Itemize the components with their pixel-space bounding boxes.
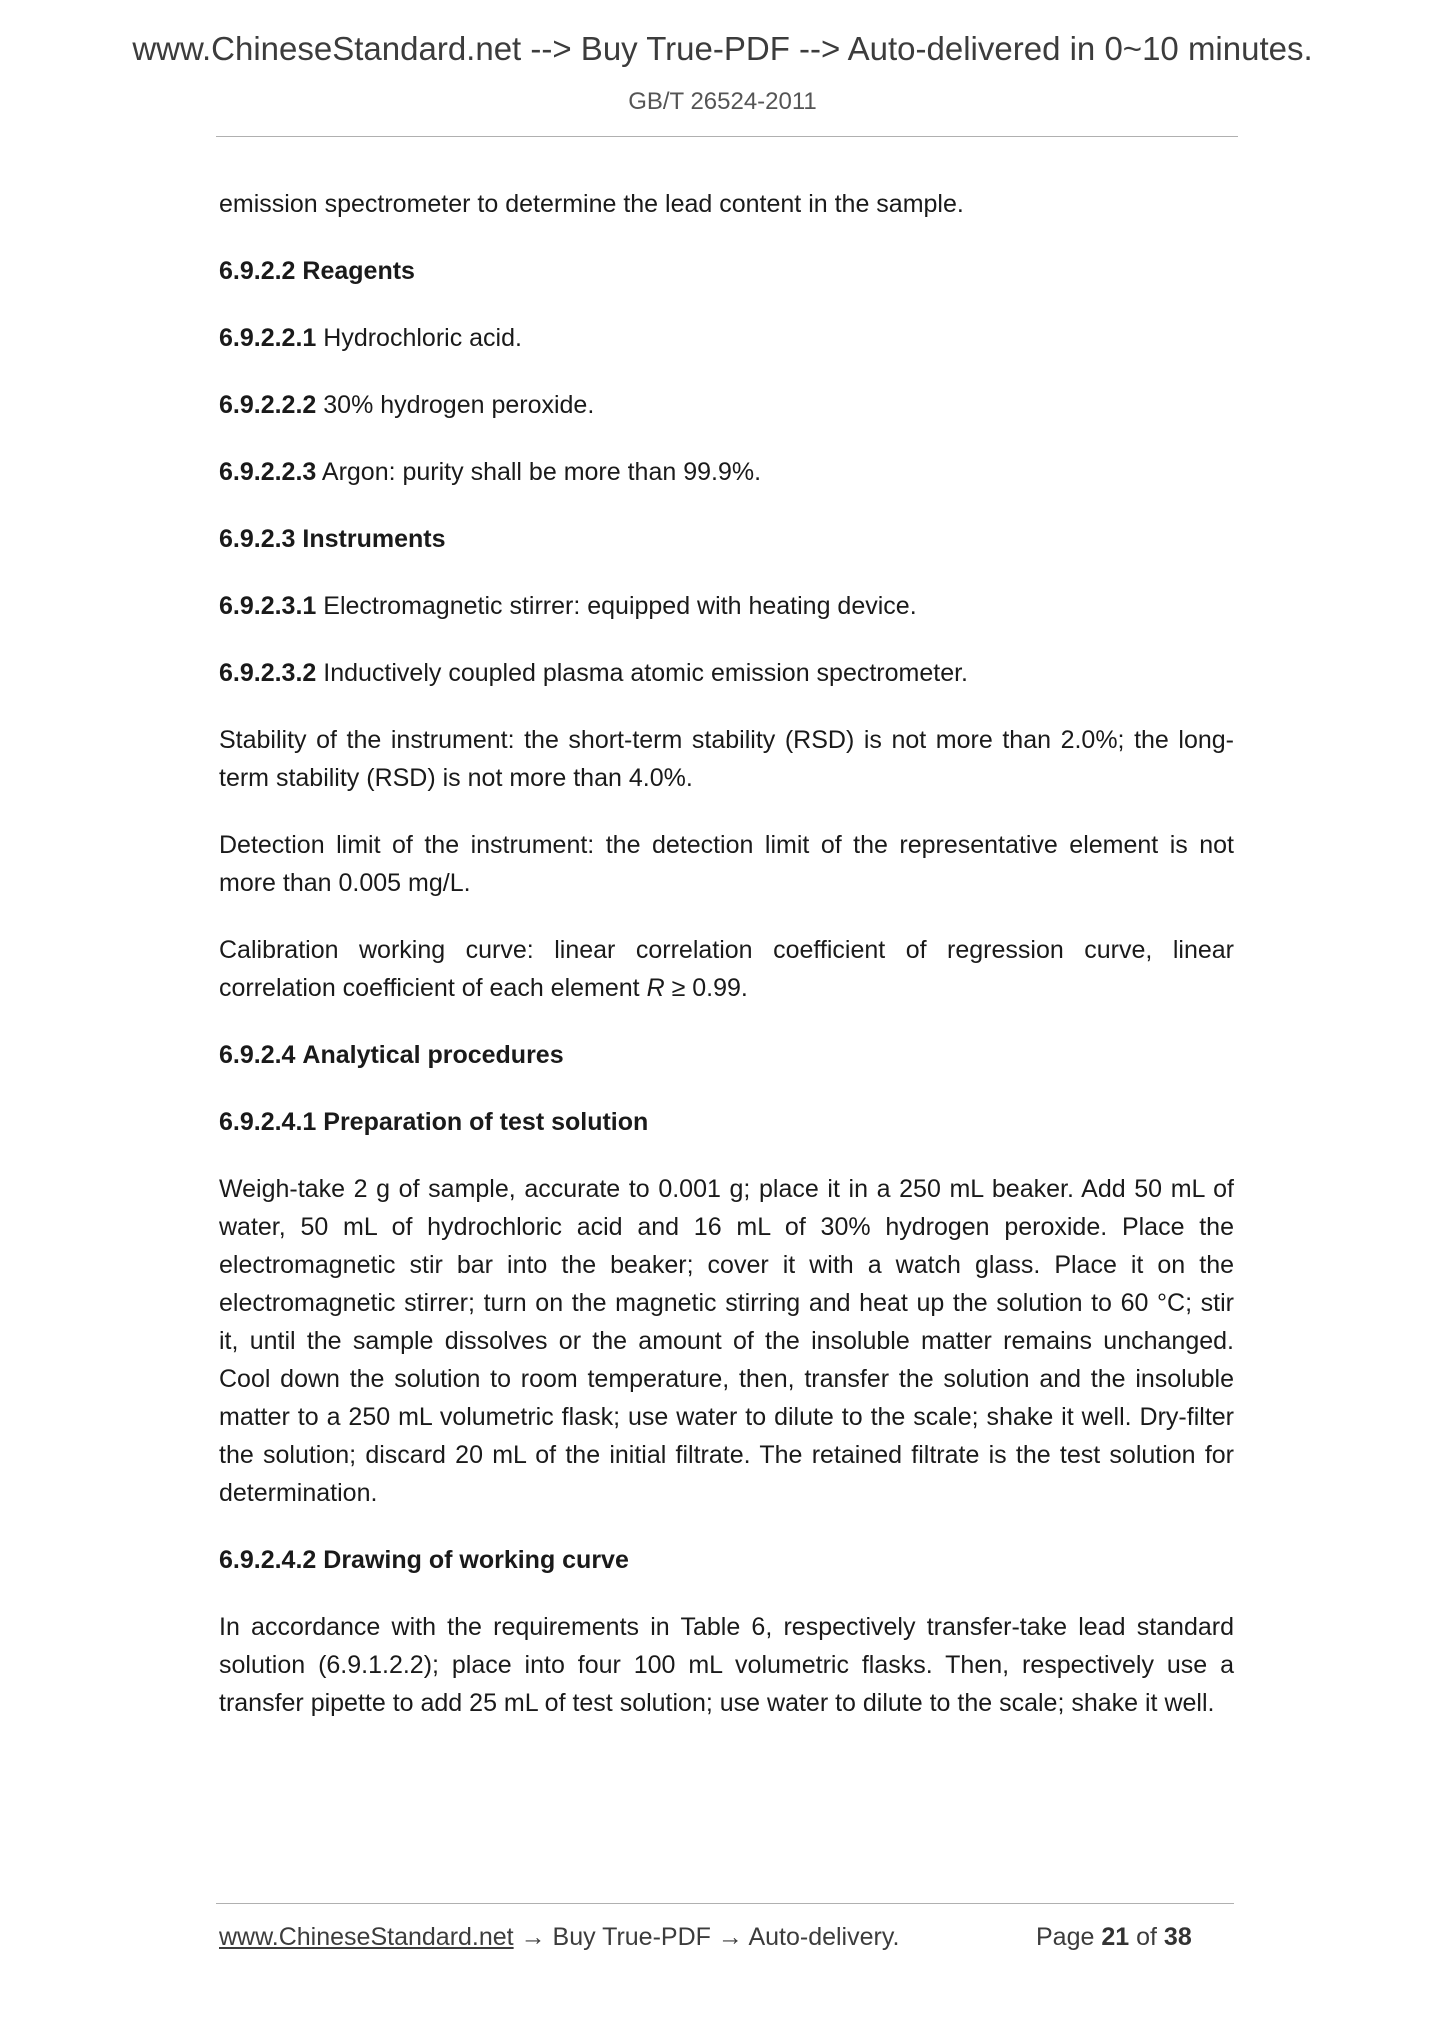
clause-hydrogen-peroxide (219, 386, 1234, 424)
footer-site-link[interactable]: www.ChineseStandard.net (219, 1923, 514, 1951)
section-heading-test-solution (219, 1103, 1234, 1141)
section-title: Drawing of working curve (323, 1546, 629, 1574)
calibration-value: ≥ 0.99. (664, 974, 748, 1002)
of-label: of (1136, 1923, 1157, 1951)
section-number: 6.9.2.4.1 (219, 1108, 317, 1136)
footer-divider (216, 1903, 1234, 1904)
section-number: 6.9.2.4 (219, 1041, 296, 1069)
section-title: Reagents (302, 257, 415, 285)
paragraph-calibration (219, 931, 1234, 1007)
calibration-text: Calibration working curve: linear correlation coefficient of regression curve, linear correlation coefficient of each element (219, 936, 1234, 1002)
paragraph-detection-limit: Detection limit of the instrument: the detection limit of the representative element is not more than 0.005 mg/L. (219, 831, 1234, 897)
paragraph-preparation: Weigh-take 2 g of sample, accurate to 0.001 g; place it in a 250 mL beaker. Add 50 mL of water, 50 mL of hydrochloric acid and 16 mL of 30% hydrogen peroxide. Place the electromagnetic stir bar into the beaker; cover it with a watch glass. Place it on the electromagnetic stirrer; turn on the magnetic stirring and heat up the solution to 60 °C; stir it, until the sample dissolves or the amount of the insoluble matter remains unchanged. Cool down the solution to room temperature, then, transfer the solution and the insoluble matter to a 250 mL volumetric flask; use water to dilute to the scale; shake it well. Dry-filter the solution; discard 20 mL of the initial filtrate. The retained filtrate is the test solution for determination. (219, 1175, 1234, 1507)
clause-number: 6.9.2.2.2 (219, 391, 317, 419)
clause-number: 6.9.2.3.1 (219, 592, 317, 620)
clause-text: Electromagnetic stirrer: equipped with heating device. (323, 592, 917, 620)
page-total: 38 (1163, 1923, 1192, 1951)
arrow-icon: → (717, 1923, 743, 1951)
section-title: Analytical procedures (302, 1041, 564, 1069)
clause-number: 6.9.2.3.2 (219, 659, 317, 687)
footer-buy-text: Buy True-PDF (552, 1923, 711, 1951)
paragraph-intro-tail: emission spectrometer to determine the lead content in the sample. (219, 190, 964, 218)
paragraph-working-curve: In accordance with the requirements in Table 6, respectively transfer-take lead standard solution (6.9.1.2.2); place into four 100 mL volumetric flasks. Then, respectively use a transfer pipette to add 25 mL of test solution; use water to dilute to the scale; shake it well. (219, 1613, 1234, 1717)
section-heading-working-curve (219, 1541, 1234, 1579)
clause-text: Inductively coupled plasma atomic emission spectrometer. (323, 659, 969, 687)
clause-text: Hydrochloric acid. (323, 324, 522, 352)
page-footer (219, 1923, 1234, 1952)
clause-number: 6.9.2.2.3 (219, 458, 317, 486)
section-title: Instruments (302, 525, 446, 553)
clause-hydrochloric-acid (219, 319, 1234, 357)
document-body (219, 185, 1234, 1751)
page-number: 21 (1101, 1923, 1130, 1951)
section-heading-analytical-procedures (219, 1036, 1234, 1074)
clause-argon (219, 453, 1234, 491)
page-label: Page (1036, 1923, 1095, 1951)
section-number: 6.9.2.3 (219, 525, 296, 553)
site-banner: www.ChineseStandard.net --> Buy True-PDF --> Auto-delivered in 0~10 minutes. (132, 30, 1313, 67)
section-heading-reagents (219, 252, 1234, 290)
clause-spectrometer (219, 654, 1234, 692)
clause-stirrer (219, 587, 1234, 625)
clause-number: 6.9.2.2.1 (219, 324, 317, 352)
page-indicator (1036, 1923, 1192, 1952)
header-divider (216, 136, 1238, 137)
calibration-symbol: R (646, 974, 665, 1002)
clause-text: 30% hydrogen peroxide. (323, 391, 595, 419)
standard-code: GB/T 26524-2011 (628, 88, 817, 115)
clause-text: Argon: purity shall be more than 99.9%. (321, 458, 762, 486)
paragraph-stability: Stability of the instrument: the short-term stability (RSD) is not more than 2.0%; the long-term stability (RSD) is not more than 4.0%. (219, 726, 1234, 792)
section-title: Preparation of test solution (323, 1108, 649, 1136)
section-heading-instruments (219, 520, 1234, 558)
section-number: 6.9.2.2 (219, 257, 296, 285)
footer-delivery-text: Auto-delivery. (748, 1923, 900, 1951)
section-number: 6.9.2.4.2 (219, 1546, 317, 1574)
arrow-icon: → (520, 1923, 546, 1951)
